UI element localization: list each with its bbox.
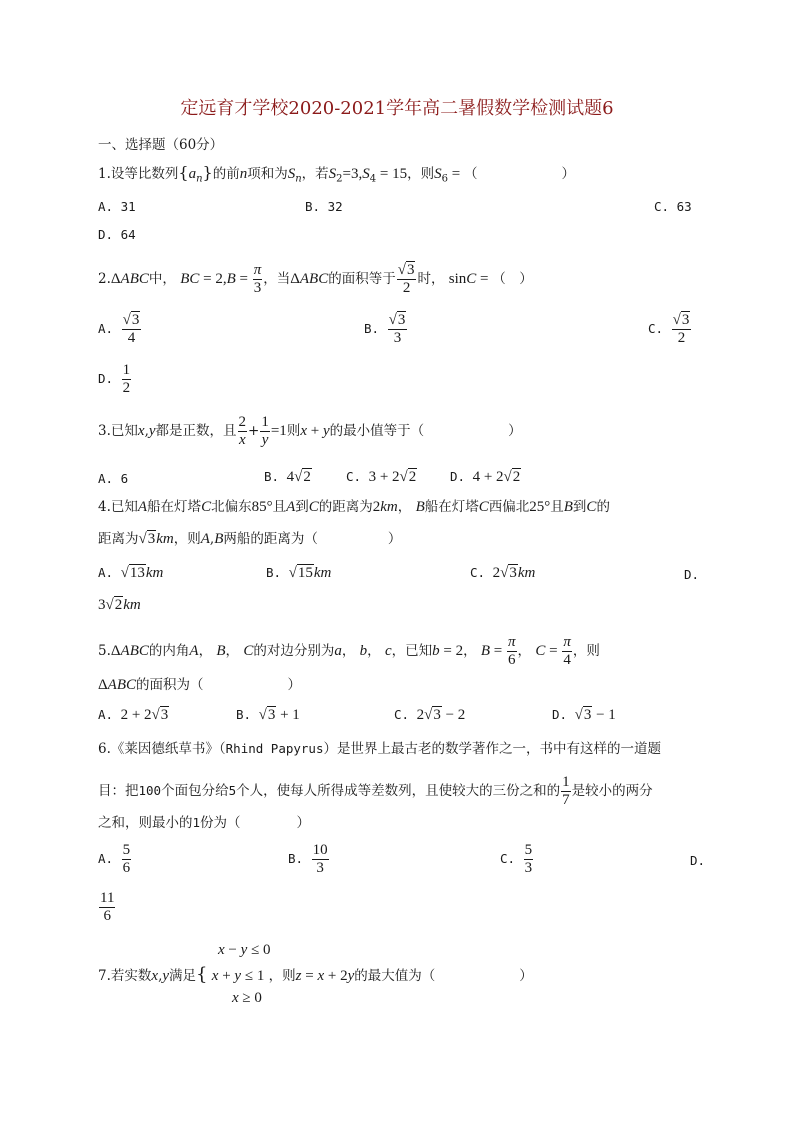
- question-3-option-d[interactable]: D. 4 + 2√2: [450, 469, 521, 485]
- question-7-stem: 7.若实数x,y满足{ x + y ≤ 1 ，则z = x + 2y的最大值为（ ）: [98, 964, 533, 985]
- question-4-stem-line-1: 4.已知A船在灯塔C北偏东85°且A到C的距离为2km， B船在灯塔C西偏北25°且B到C的: [98, 499, 610, 515]
- question-5-option-d[interactable]: D. √3 − 1: [552, 707, 616, 723]
- question-6-option-a[interactable]: A. $\frac{5}{6}$: [98, 842, 131, 876]
- question-2-option-d[interactable]: D. $\frac{1}{2}$: [98, 362, 131, 396]
- question-5-option-b[interactable]: B. √3 + 1: [236, 707, 300, 723]
- question-3-option-c[interactable]: C. 3 + 2√2: [346, 469, 417, 485]
- question-1-option-a[interactable]: A. 31: [98, 199, 136, 214]
- question-2-option-b[interactable]: B. $\frac{√3}{3}$: [364, 312, 406, 346]
- question-7-constraint-1: x − y ≤ 0: [218, 942, 271, 958]
- question-4-stem-line-2: 距离为√3km，则A,B两船的距离为（ ）: [98, 531, 402, 547]
- question-7-constraint-3: x ≥ 0: [232, 990, 262, 1006]
- page-title: 定远育才学校2020-2021学年高二暑假数学检测试题6: [180, 98, 614, 119]
- question-4-option-b[interactable]: B. √15km: [266, 565, 332, 581]
- question-1-stem: 1.设等比数列$\{a_n\}$的前n项和为$S_n$，若$S_2=3,S_4 = 15$，则$S_6$ = （ ）: [98, 163, 575, 185]
- question-6-option-b[interactable]: B. $\frac{10}{3}$: [288, 842, 328, 876]
- question-2-option-c[interactable]: C. $\frac{√3}{2}$: [648, 312, 690, 346]
- question-5-option-c[interactable]: C. 2√3 − 2: [394, 707, 466, 723]
- question-3-option-b[interactable]: B. 4√2: [264, 469, 311, 485]
- question-4-option-d[interactable]: D.: [684, 567, 700, 582]
- question-3-option-a[interactable]: A. 6: [98, 471, 129, 486]
- question-4-option-a[interactable]: A. √13km: [98, 565, 164, 581]
- question-6-option-d-value: $\frac{11}{6}$: [100, 890, 115, 924]
- question-6-stem-line-1: 6.《莱因德纸草书》（Rhind Papyrus）是世界上最古老的数学著作之一，书中有这样的一道题: [98, 741, 661, 757]
- question-5-stem-line-2: ΔABC的面积为（ ）: [98, 677, 301, 693]
- question-2-option-a[interactable]: A. $\frac{√3}{4}$: [98, 312, 140, 346]
- question-5-option-a[interactable]: A. 2 + 2√3: [98, 707, 169, 723]
- question-2-stem: 2.ΔABC中， BC = 2,B = $\frac{\pi}{3}$ ，当ΔABC的面积等于 $\frac{√3}{2}$ 时， sinC = （ ）: [98, 262, 533, 296]
- question-6-option-d[interactable]: D.: [690, 853, 706, 868]
- question-6-stem-line-2: 目：把100个面包分给5个人，使每人所得成等差数列，且使较大的三份之和的 $\frac{1}{7}$ 是较小的两分: [98, 774, 653, 808]
- question-4-option-d-value: 3√2km: [98, 597, 141, 613]
- question-6-option-c[interactable]: C. $\frac{5}{3}$: [500, 842, 533, 876]
- question-1-option-d[interactable]: D. 64: [98, 227, 136, 242]
- question-6-stem-line-3: 之和，则最小的1份为（ ）: [98, 815, 311, 831]
- question-1-option-c[interactable]: C. 63: [654, 199, 692, 214]
- question-4-option-c[interactable]: C. 2√3km: [470, 565, 536, 581]
- question-5-stem-line-1: 5.ΔABC的内角A， B， C的对边分别为a， b， c，已知b = 2， B = $\frac{\pi}{6}$ ， C = $\frac{\pi}{4}$ ，则: [98, 634, 600, 668]
- section-heading: 一、选择题（60分）: [98, 137, 224, 153]
- question-1-option-b[interactable]: B. 32: [305, 199, 343, 214]
- question-3-stem: 3.已知x,y都是正数，且 $\frac{2}{x}$ + $\frac{1}{y}$ =1则x + y的最小值等于（ ）: [98, 414, 522, 448]
